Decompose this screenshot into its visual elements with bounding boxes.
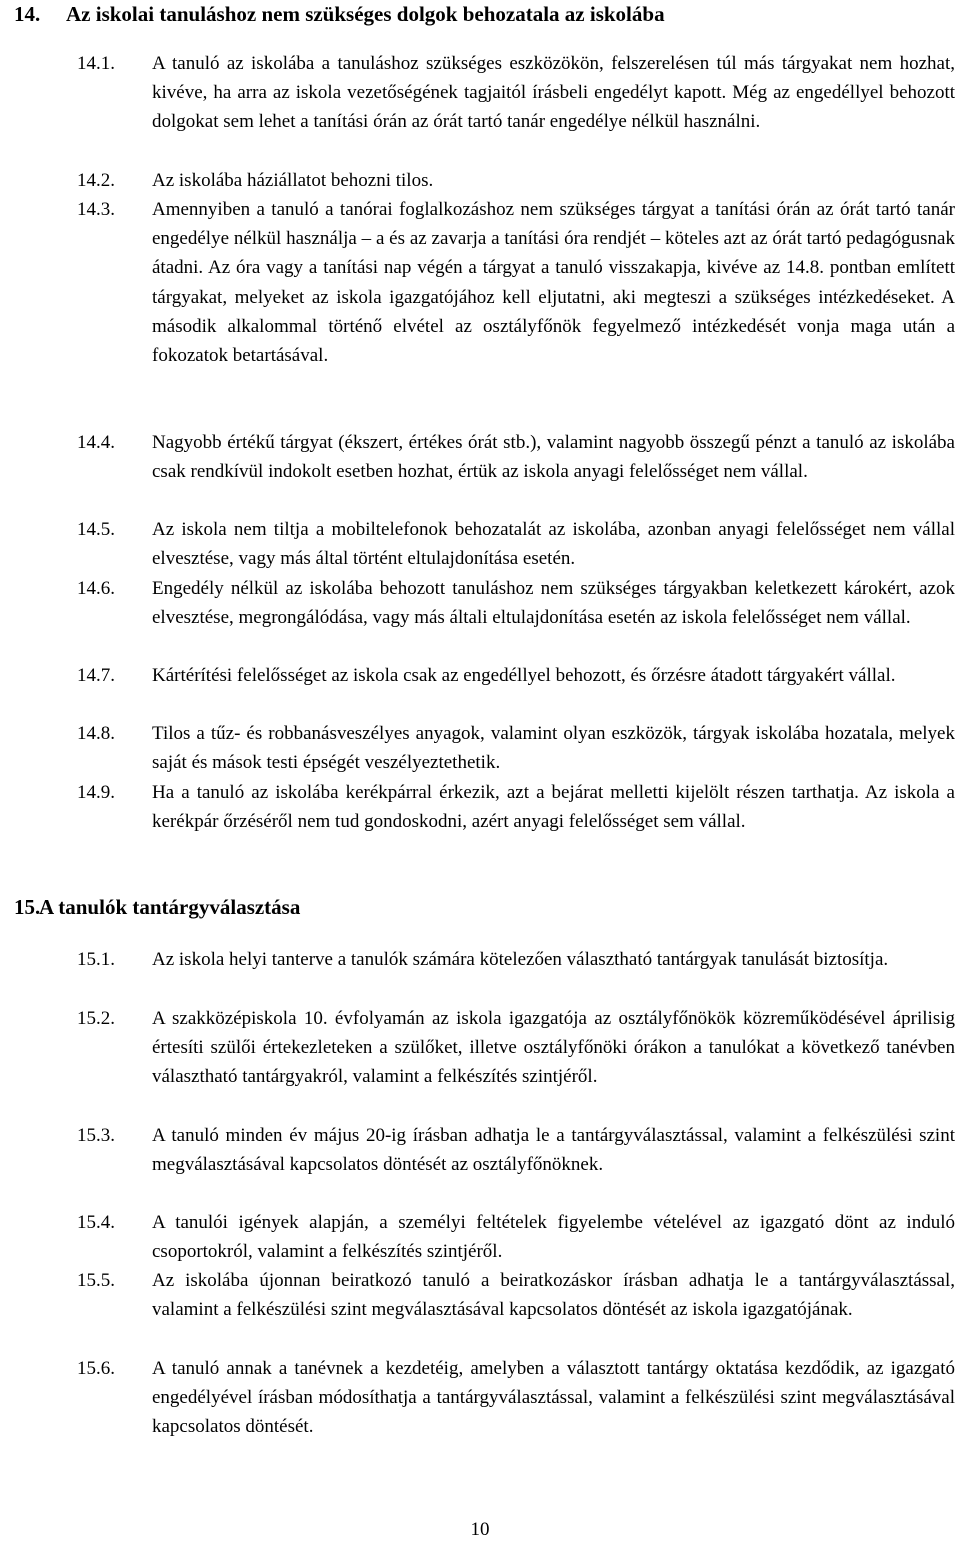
item-text: Kártérítési felelősséget az iskola csak az engedéllyel behozott, és őrzésre átadott tárgyakért vállal. [152,665,896,686]
section-title: Az iskolai tanuláshoz nem szükséges dolgok behozatala az iskolába [66,2,665,26]
list-item [77,515,955,573]
page-number: 10 [470,1519,490,1540]
section-title: A tanulók tantárgyválasztása [39,895,301,919]
list-item [77,1004,955,1092]
item-text: A tanulói igények alapján, a személyi feltételek figyelembe vételével az igazgató dönt az induló csoportokról, valamint a felkészítés szintjéről. [152,1212,955,1263]
list-item [77,428,955,486]
item-text: Ha a tanuló az iskolába kerékpárral érkezik, azt a bejárat melletti kijelölt részen tarthatja. Az iskola a kerékpár őrzéséről nem tud gondoskodni, azért anyagi felelősséget sem vállal. [152,782,955,833]
list-item [77,945,955,974]
item-number: 14.3. [77,199,115,220]
list-item [77,1208,955,1266]
list-item [77,195,955,370]
item-text: A tanuló annak a tanévnek a kezdetéig, amelyben a választott tantárgy oktatása kezdődik, az igazgató engedélyével írásban módosíthatja a tantárgyválasztással, valamint a felkészülési szint megválasztásával kapcsolatos döntését. [152,1358,955,1438]
list-item [77,1121,955,1179]
item-text: Nagyobb értékű tárgyat (ékszert, értékes órát stb.), valamint nagyobb összegű pénzt a tanuló az iskolába csak rendkívül indokolt esetben hozhat, értük az iskola anyagi felelősséget nem vállal. [152,432,955,483]
item-number: 15.2. [77,1008,115,1029]
item-number: 14.1. [77,53,115,74]
list-item [77,574,955,632]
item-text: Az iskola helyi tanterve a tanulók számára kötelezően választható tantárgyak tanulását biztosítja. [152,949,889,970]
item-number: 15.1. [77,949,115,970]
list-item [77,1266,955,1324]
list-item [77,1354,955,1442]
item-text: A szakközépiskola 10. évfolyamán az iskola igazgatója az osztályfőnökök közreműködésével áprilisig értesíti szülői értekezleteken a szülőket, illetve osztályfőnöki órákon a tanulókat a következő tanévben választható tantárgyakról, valamint a felkészítés szintjéről. [152,1008,955,1088]
list-item [77,719,955,777]
section-heading-14 [14,0,665,28]
item-text: Az iskolába újonnan beiratkozó tanuló a beiratkozáskor írásban adhatja le a tantárgyválasztással, valamint a felkészülési szint megválasztásával kapcsolatos döntését az iskola igazgatójának. [152,1270,955,1321]
item-text: Engedély nélkül az iskolába behozott tanuláshoz nem szükséges tárgyakban keletkezett károkért, azok elvesztése, megrongálódása, vagy más általi eltulajdonítása esetén az iskola felelősséget nem vállal. [152,578,955,629]
item-text: A tanuló minden év május 20-ig írásban adhatja le a tantárgyválasztással, valamint a felkészülési szint megválasztásával kapcsolatos döntését az osztályfőnöknek. [152,1125,955,1176]
section-number: 15. [14,895,41,919]
item-number: 14.6. [77,578,115,599]
item-text: Tilos a tűz- és robbanásveszélyes anyagok, valamint olyan eszközök, tárgyak iskolába hozatala, melyek saját és mások testi épségét veszélyeztethetik. [152,723,955,774]
item-number: 15.5. [77,1270,115,1291]
section-number: 14. [14,2,41,26]
list-item [77,661,955,690]
item-text: A tanuló az iskolába a tanuláshoz szükséges eszközökön, felszerelésen túl más tárgyakat nem hozhat, kivéve, ha arra az iskola vezetőségének tagjaitól írásbeli engedélyt kapott. Még az engedéllyel behozott dolgokat sem lehet a tanítási órán az órát tartó tanár engedélye nélkül használni. [152,53,955,133]
item-number: 15.4. [77,1212,115,1233]
list-item [77,166,955,195]
item-number: 15.3. [77,1125,115,1146]
item-number: 14.2. [77,170,115,191]
item-number: 14.8. [77,723,115,744]
item-text: Amennyiben a tanuló a tanórai foglalkozáshoz nem szükséges tárgyat a tanítási órán az órát tartó tanár engedélye nélkül használja – a és az zavarja a tanítási óra rendjét – köteles azt az órát tartó pedagógusnak átadni. Az óra vagy a tanítási nap végén a tárgyat a tanuló visszakapja, kivéve az 14.8. pontban említett tárgyakat, melyeket az iskola igazgatójához kell eljutatni, aki megteszi a szükséges intézkedéseket. A második alkalommal történő elvétel az osztályfőnök fegyelmező intézkedését vonja maga után a fokozatok betartásával. [152,199,955,367]
item-number: 14.7. [77,665,115,686]
item-number: 14.9. [77,782,115,803]
item-text: Az iskola nem tiltja a mobiltelefonok behozatalát az iskolába, azonban anyagi felelősséget nem vállal elvesztése, vagy más által történt eltulajdonítása esetén. [152,519,955,570]
section-heading-15 [14,893,300,921]
item-number: 15.6. [77,1358,115,1379]
list-item [77,778,955,836]
item-text: Az iskolába háziállatot behozni tilos. [152,170,434,191]
item-number: 14.5. [77,519,115,540]
list-item [77,49,955,137]
item-number: 14.4. [77,432,115,453]
